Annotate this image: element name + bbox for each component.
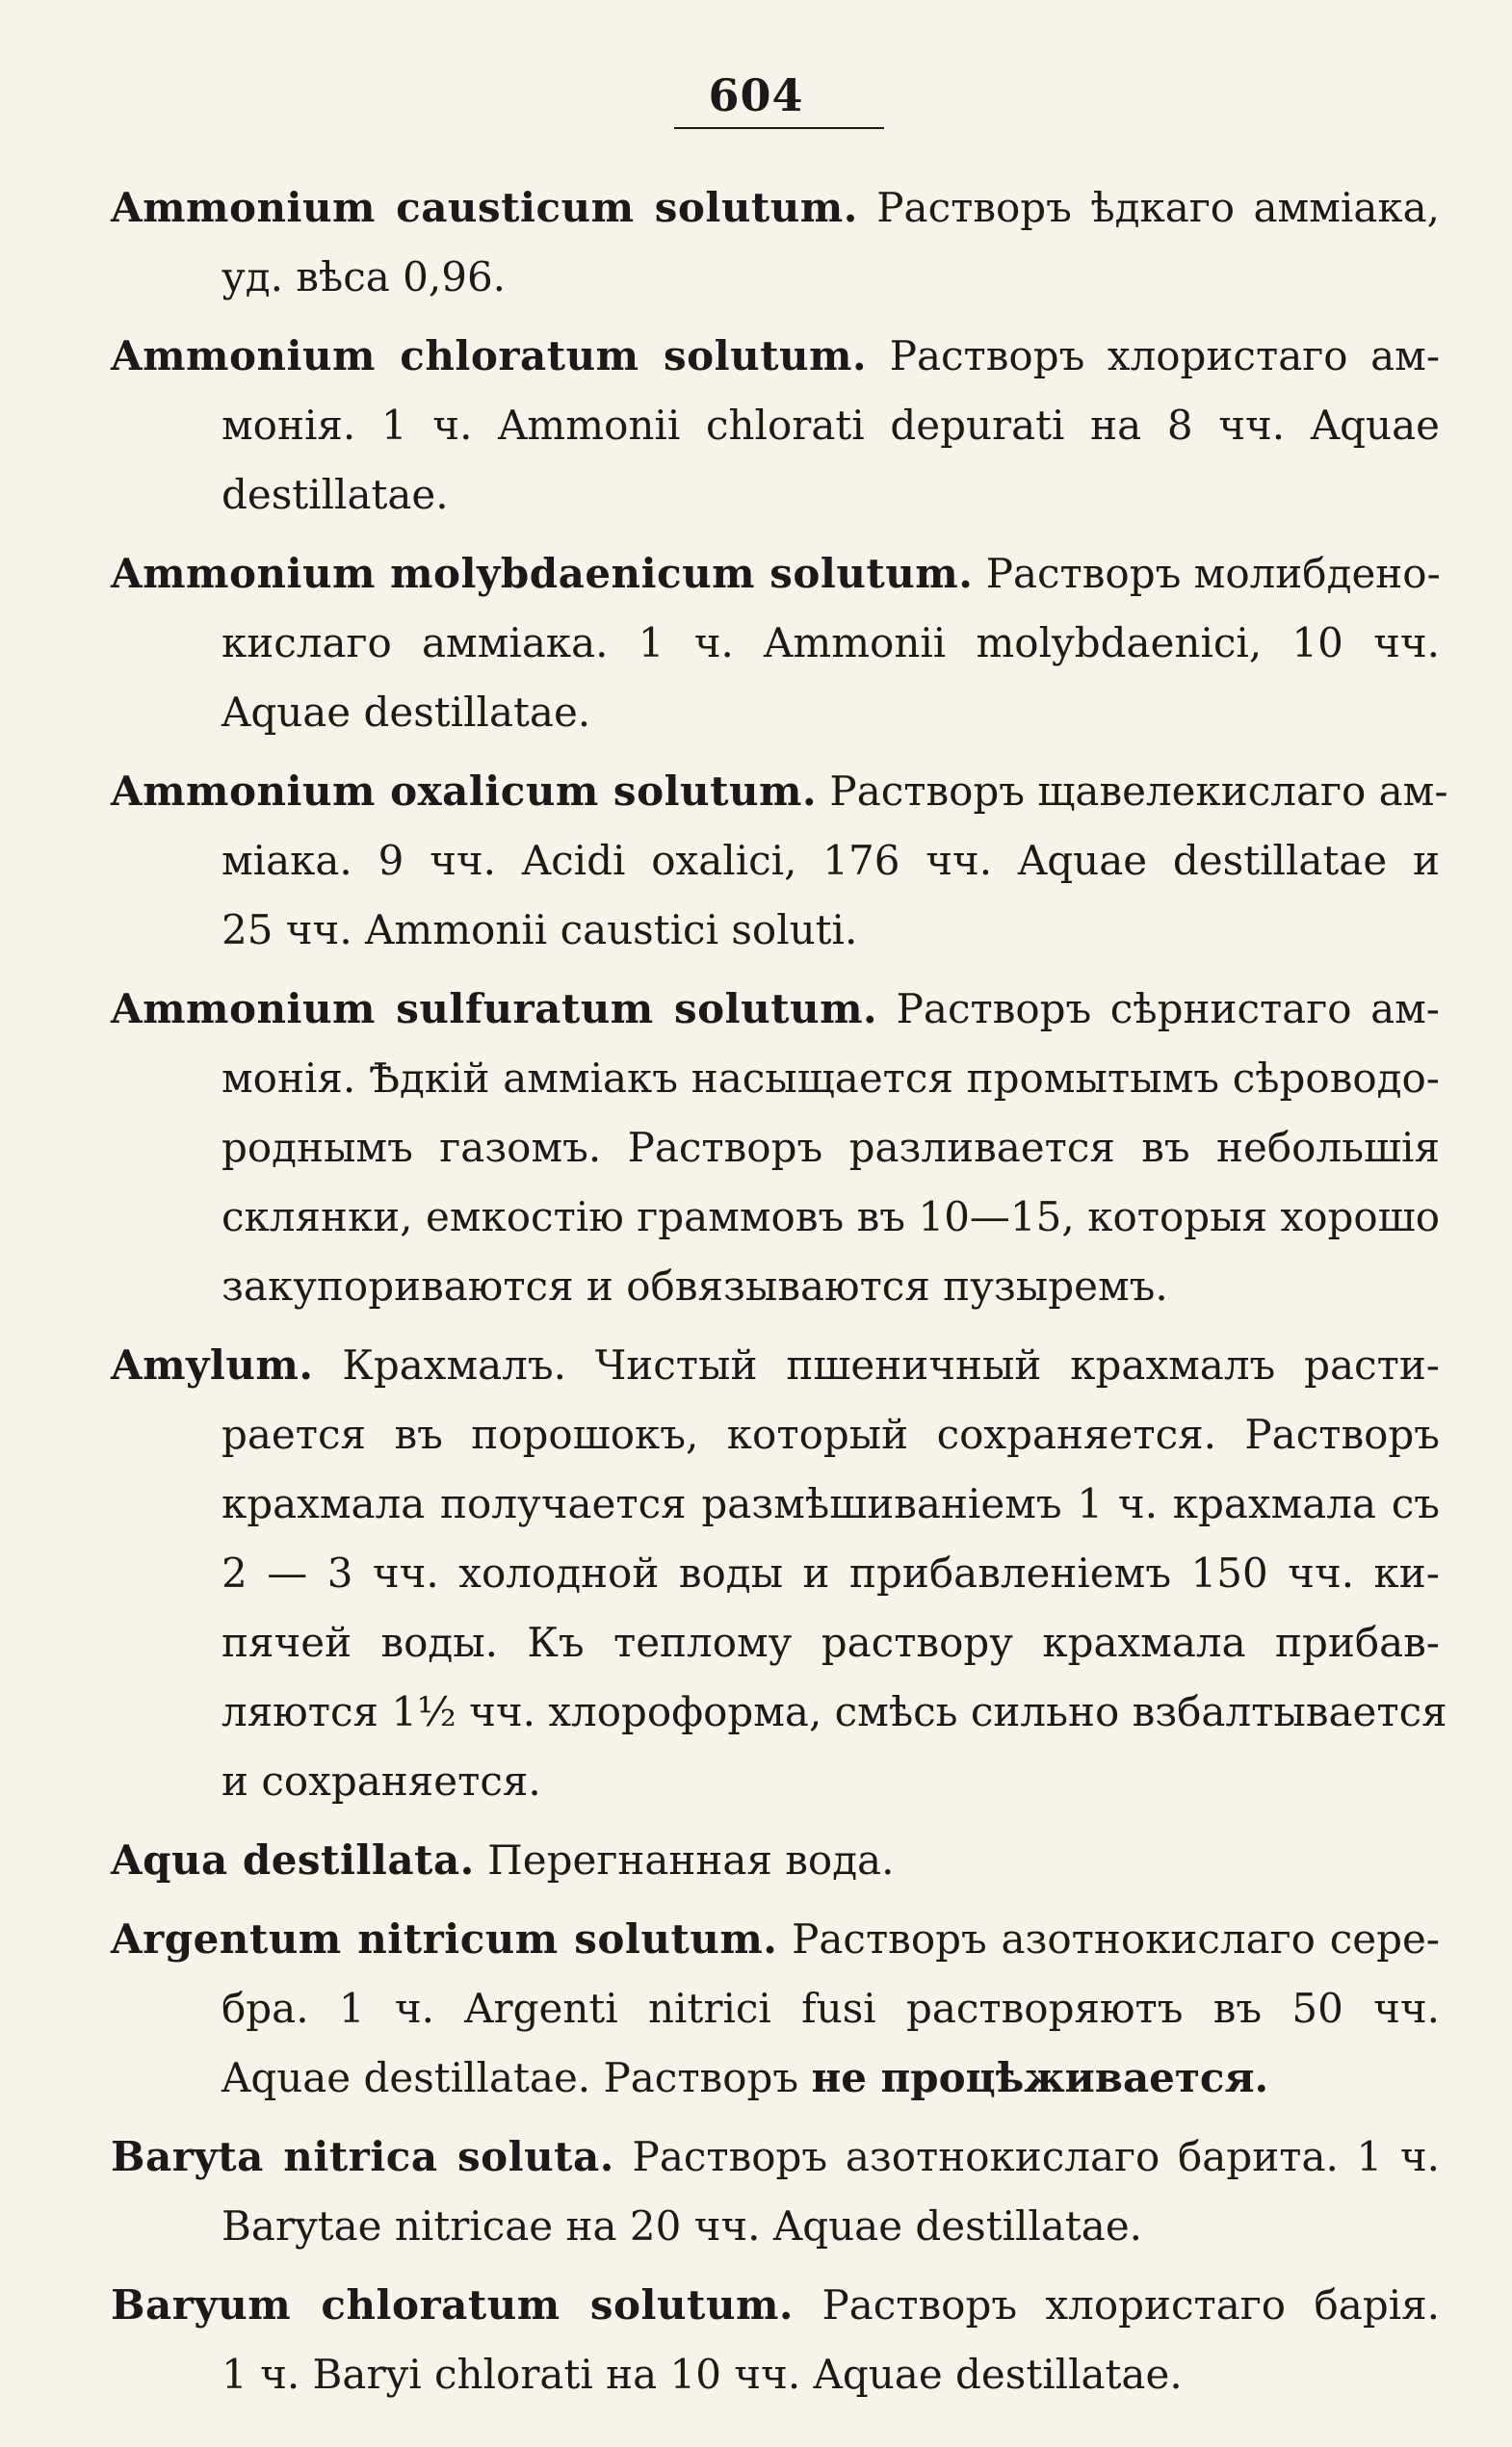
entry-text: 2 — 3 чч. холодной воды и прибавленіемъ 150 чч. ки- <box>222 1549 1440 1597</box>
entry-term: Baryum chloratum solutum. <box>111 2281 795 2329</box>
entry-line <box>111 1539 1440 1608</box>
entry-line <box>111 243 1440 312</box>
entry-term: Argentum nitricum solutum. <box>111 1915 778 1963</box>
emphasized-text: не процѣживается. <box>811 2054 1269 2101</box>
entry-line <box>111 1747 1440 1816</box>
entry-text: Растворъ азотнокислаго сере- <box>777 1915 1440 1963</box>
entry-text: крахмала получается размѣшиваніемъ 1 ч. крахмала съ <box>222 1480 1440 1527</box>
entry-line <box>111 1044 1440 1113</box>
entry-text: Растворъ ѣдкаго амміака, <box>857 184 1440 231</box>
entry-text: ляются 1½ чч. хлороформа, смѣсь сильно взбалтывается <box>222 1688 1447 1735</box>
entry-term: Amylum. <box>111 1341 314 1389</box>
entry-text: Aquae destillatae. <box>222 689 591 736</box>
entry-line <box>111 678 1440 747</box>
entry-line <box>111 2340 1440 2409</box>
entry-text: 25 чч. Ammonii caustici soluti. <box>222 906 858 953</box>
dictionary-entry <box>111 2271 1440 2409</box>
entry-term: Ammonium sulfuratum solutum. <box>111 985 878 1032</box>
entry-line <box>111 609 1440 678</box>
dictionary-entry <box>111 173 1440 312</box>
dictionary-entry <box>111 1826 1440 1895</box>
dictionary-entry <box>111 1331 1447 1816</box>
entry-text: destillatae. <box>222 471 449 518</box>
entry-line <box>111 460 1440 530</box>
entry-text: Растворъ азотнокислаго барита. 1 ч. <box>613 2133 1440 2180</box>
header-rule <box>674 127 884 129</box>
entry-text: роднымъ газомъ. Растворъ разливается въ небольшія <box>222 1124 1440 1171</box>
entry-text: Aquae destillatae. Растворъ <box>222 2054 812 2101</box>
entry-line <box>111 975 1440 1044</box>
page-number: 604 <box>708 69 804 121</box>
entry-line <box>111 1400 1440 1470</box>
entry-text: Крахмалъ. Чистый пшеничный крахмалъ расти- <box>313 1341 1440 1389</box>
entry-text: Растворъ молибдено- <box>973 550 1441 597</box>
entry-text: 1 ч. Baryi chlorati на 10 чч. Aquae destillatae. <box>222 2351 1183 2398</box>
entry-line <box>111 173 1440 243</box>
dictionary-entry <box>111 2122 1440 2261</box>
entry-text: рается въ порошокъ, который сохраняется. Растворъ <box>222 1411 1440 1458</box>
entry-line <box>111 1252 1440 1321</box>
entry-term: Ammonium causticum solutum. <box>111 184 858 231</box>
entry-line <box>111 1113 1440 1183</box>
entry-line <box>111 1470 1440 1539</box>
entry-text: Перегнанная вода. <box>474 1836 895 1884</box>
dictionary-entry <box>111 757 1448 965</box>
entry-term: Ammonium molybdaenicum solutum. <box>111 550 974 597</box>
entry-term: Aqua destillata. <box>111 1836 475 1884</box>
entry-line <box>111 896 1440 965</box>
entry-text: закупориваются и обвязываются пузыремъ. <box>222 1263 1168 1310</box>
entry-line <box>111 2192 1440 2261</box>
entry-text: монія. Ѣдкій амміакъ насыщается промытымъ сѣроводо- <box>222 1054 1440 1102</box>
entry-line <box>111 1905 1440 1974</box>
entry-text: кислаго амміака. 1 ч. Ammonii molybdaenici, 10 чч. <box>222 619 1440 666</box>
dictionary-entry <box>111 1905 1440 2113</box>
entry-text: Barytae nitricae на 20 чч. Aquae destillatae. <box>222 2202 1143 2250</box>
entry-text: и сохраняется. <box>222 1757 541 1805</box>
entry-line <box>111 539 1440 609</box>
entry-line <box>111 391 1440 460</box>
entry-line <box>111 1974 1440 2044</box>
entry-text: Растворъ щавелекислаго ам- <box>817 768 1448 815</box>
entry-list <box>111 173 1448 2419</box>
entry-line <box>111 1678 1447 1747</box>
dictionary-entry <box>111 539 1440 747</box>
entry-line <box>111 826 1440 896</box>
entry-text: Растворъ сѣрнистаго ам- <box>877 985 1440 1032</box>
entry-line <box>111 2122 1440 2192</box>
entry-text: міака. 9 чч. Acidi oxalici, 176 чч. Aquae destillatae и <box>222 837 1440 884</box>
entry-term: Baryta nitrica soluta. <box>111 2133 614 2180</box>
entry-text: уд. вѣса 0,96. <box>222 253 507 300</box>
entry-line <box>111 2044 1440 2113</box>
entry-text: пячей воды. Къ теплому раствору крахмала прибав- <box>222 1619 1440 1666</box>
entry-line <box>111 2271 1440 2340</box>
entry-line <box>111 1331 1440 1400</box>
entry-text: монія. 1 ч. Ammonii chlorati depurati на 8 чч. Aquae <box>222 402 1440 449</box>
entry-line <box>111 1608 1440 1678</box>
entry-text: бра. 1 ч. Argenti nitrici fusi растворяютъ въ 50 чч. <box>222 1985 1440 2032</box>
entry-term: Ammonium chloratum solutum. <box>111 332 868 379</box>
entry-text: склянки, емкостію граммовъ въ 10—15, которыя хорошо <box>222 1193 1440 1240</box>
entry-text: Растворъ хлористаго барія. <box>794 2281 1440 2329</box>
entry-line <box>111 1183 1440 1252</box>
entry-text: Растворъ хлористаго ам- <box>867 332 1441 379</box>
dictionary-entry <box>111 975 1440 1321</box>
entry-line <box>111 322 1440 391</box>
entry-term: Ammonium oxalicum solutum. <box>111 768 818 815</box>
entry-line <box>111 757 1448 826</box>
dictionary-entry <box>111 322 1440 530</box>
entry-line <box>111 1826 1440 1895</box>
